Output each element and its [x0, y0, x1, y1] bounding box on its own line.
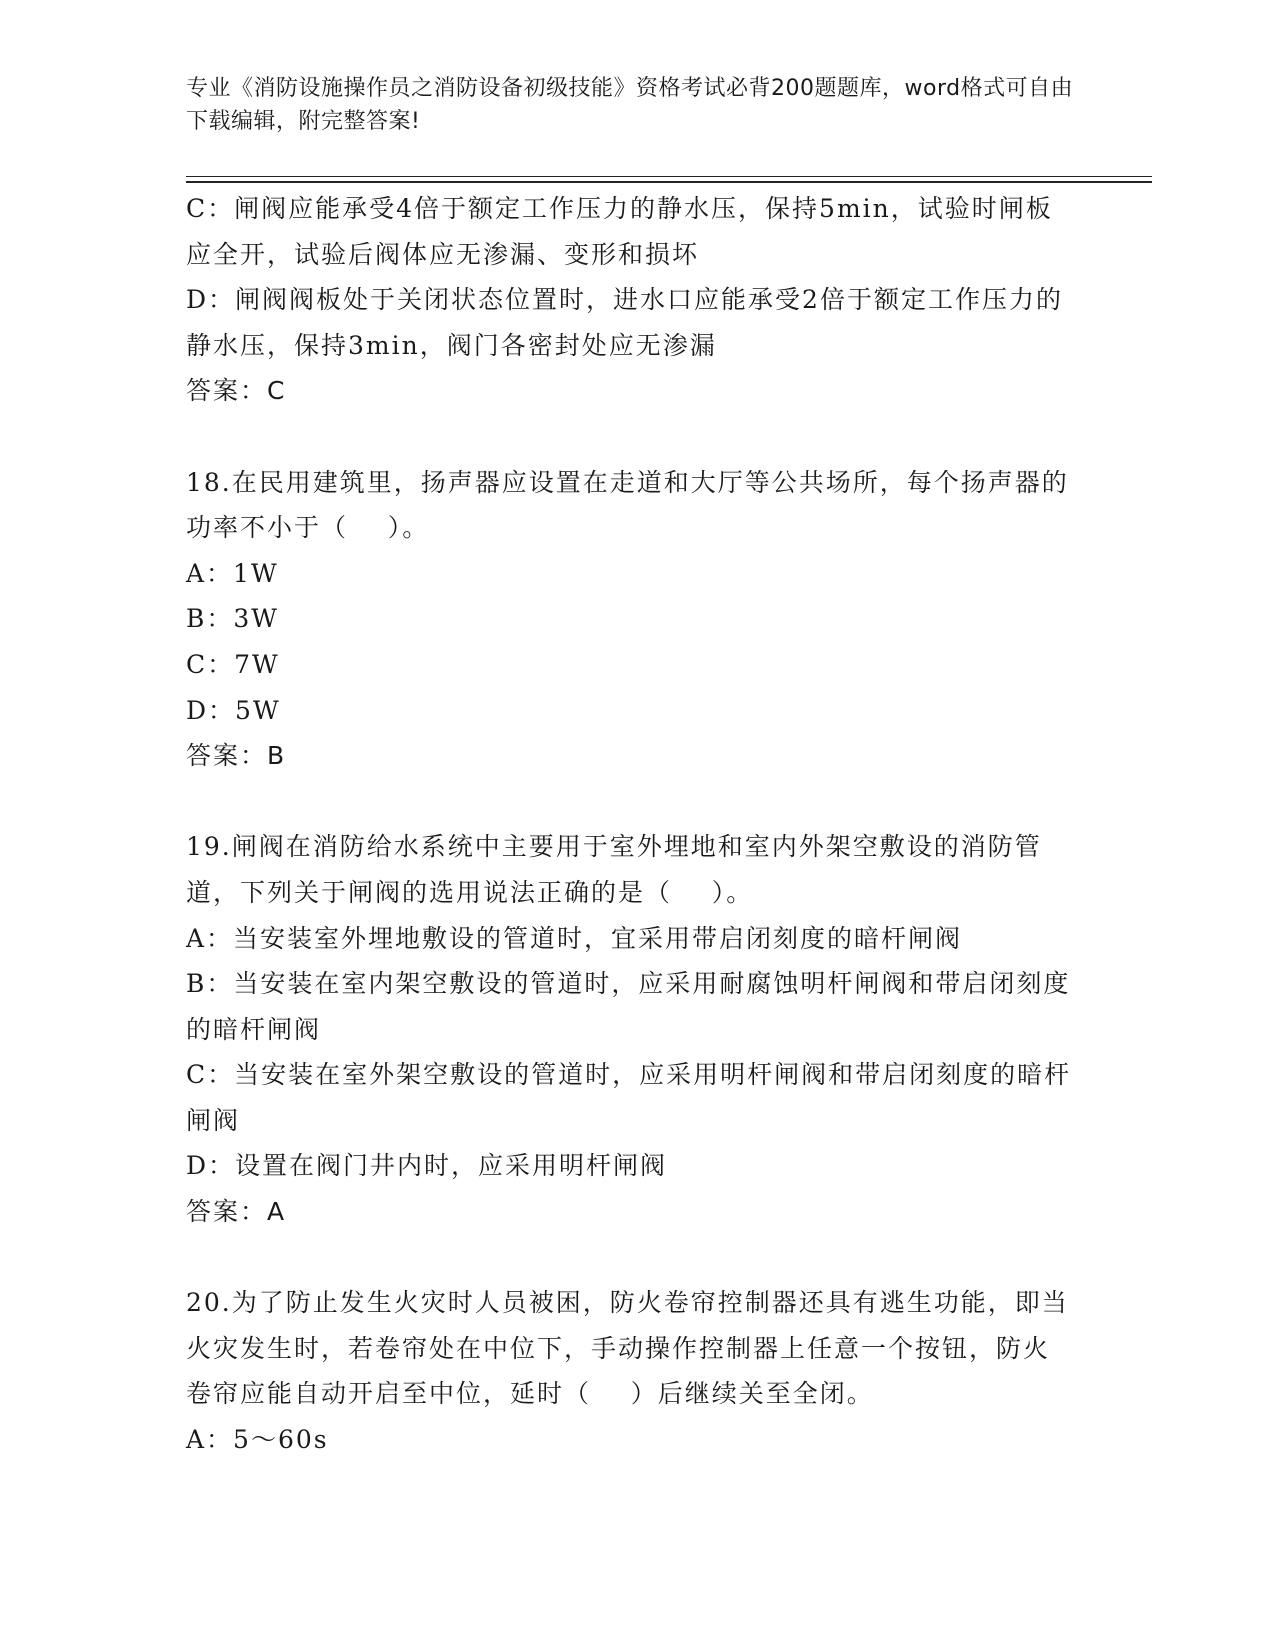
question-list [186, 186, 1076, 1463]
document-header: 专业《消防设施操作员之消防设备初级技能》资格考试必背200题题库，word格式可自由下载编辑，附完整答案! [186, 76, 1074, 134]
option-c: C：当安装在室外架空敷设的管道时，应采用明杆闸阀和带启闭刻度的暗杆闸阀 [186, 1060, 1072, 1135]
option-b: B：3W [186, 604, 279, 634]
option-d: D：闸阀阀板处于关闭状态位置时，进水口应能承受2倍于额定工作压力的静水压，保持3min，阀门各密封处应无渗漏 [186, 285, 1063, 360]
question-stem: 18.在民用建筑里，扬声器应设置在走道和大厅等公共场所，每个扬声器的功率不小于（ ）。 [186, 467, 1069, 543]
spacer [186, 414, 1076, 460]
answer: 答案：C [186, 376, 287, 406]
question-18 [186, 460, 1076, 779]
answer: 答案：A [186, 1197, 287, 1227]
answer: 答案：B [186, 741, 287, 771]
option-c: C：闸阀应能承受4倍于额定工作压力的静水压，保持5min，试验时闸板应全开，试验后阀体应无渗漏、变形和损坏 [186, 194, 1053, 269]
option-c: C：7W [186, 649, 280, 679]
question-20 [186, 1280, 1076, 1462]
option-d: D：5W [186, 695, 281, 725]
question-17 [186, 186, 1076, 414]
option-a: A：5～60s [186, 1425, 329, 1455]
header-rule-thick [186, 181, 1152, 183]
option-a: A：1W [186, 558, 279, 588]
question-19 [186, 824, 1076, 1234]
option-d: D：设置在阀门井内时，应采用明杆闸阀 [186, 1151, 668, 1181]
option-a: A：当安装室外埋地敷设的管道时，宜采用带启闭刻度的暗杆闸阀 [186, 923, 963, 953]
spacer [186, 1235, 1076, 1281]
header-rule-thin [186, 176, 1152, 177]
question-stem: 19.闸阀在消防给水系统中主要用于室外埋地和室内外架空敷设的消防管道，下列关于闸阀的选用说法正确的是（ ）。 [186, 832, 1042, 907]
spacer [186, 779, 1076, 825]
question-stem: 20.为了防止发生火灾时人员被困，防火卷帘控制器还具有逃生功能，即当火灾发生时，若卷帘处在中位下，手动操作控制器上任意一个按钮，防火卷帘应能自动开启至中位，延时（ ）后继续关至全闭。 [186, 1288, 1069, 1409]
option-b: B：当安装在室内架空敷设的管道时，应采用耐腐蚀明杆闸阀和带启闭刻度的暗杆闸阀 [186, 969, 1071, 1044]
